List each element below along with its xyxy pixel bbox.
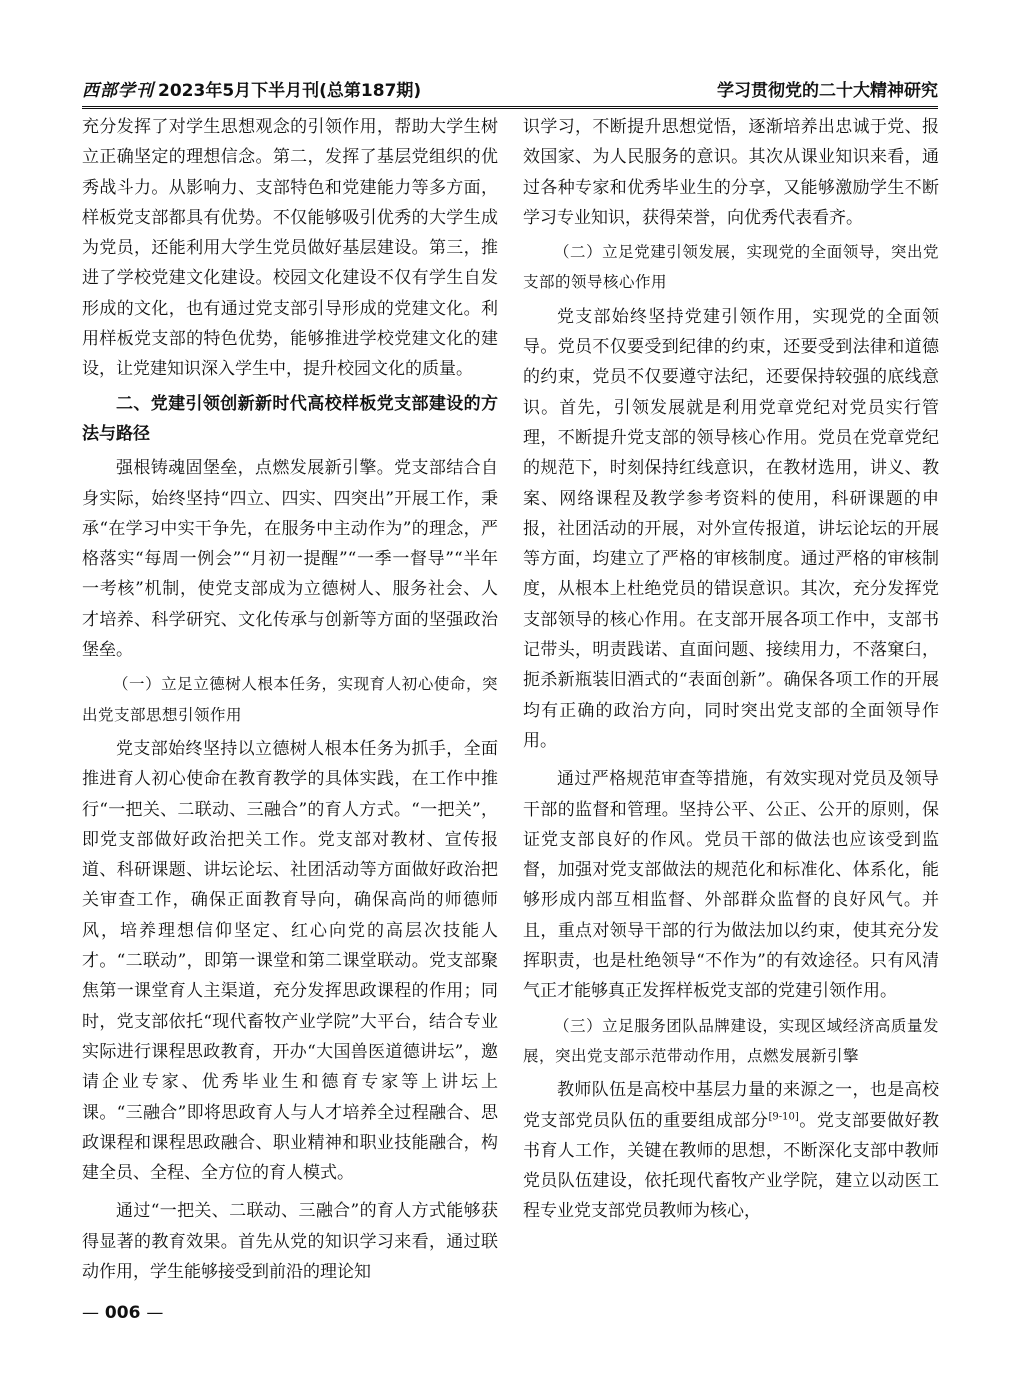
header-left bbox=[82, 76, 421, 101]
paragraph-text: 教师队伍是高校中基层力量的来源之一，也是高校党支部党员队伍的重要组成部分 bbox=[523, 1080, 939, 1131]
subsection-heading: （三）立足服务团队品牌建设，实现区域经济高质量发展，突出党支部示范带动作用，点燃发展新引擎 bbox=[523, 1016, 939, 1065]
running-header bbox=[82, 66, 938, 109]
paragraph: 党支部始终坚持以立德树人根本任务为抓手，全面推进育人初心使命在教育教学的具体实践，在工作中推行“一把关、二联动、三融合”的育人方式。“一把关”，即党支部做好政治把关工作。党支部对教材、宣传报道、科研课题、讲坛论坛、社团活动等方面做好政治把关审查工作，确保正面教育导向，确保高尚的师德师风，培养理想信仰坚定、红心向党的高层次技能人才。“二联动”，即第一课堂和第二课堂联动。党支部聚焦第一课堂育人主渠道，充分发挥思政课程的作用；同时，党支部依托“现代畜牧产业学院”大平台，结合专业实际进行课程思政教育，开办“大国兽医道德讲坛”，邀请企业专家、优秀毕业生和德育专家等上讲坛上课。“三融合”即将思政育人与人才培养全过程融合、思政课程和课程思政融合、职业精神和职业技能融合，构建全员、全程、全方位的育人模式。 bbox=[82, 738, 498, 1184]
paragraph: 强根铸魂固堡垒，点燃发展新引擎。党支部结合自身实际，始终坚持“四立、四实、四突出”开展工作，秉承“在学习中实干争先，在服务中主动作为”的理念，严格落实“每周一例会”“月初一提醒”“一季一督导”“半年一考核”机制，使党支部成为立德树人、服务社会、人才培养、科学研究、文化传承与创新等方面的坚强政治堡垒。 bbox=[82, 458, 498, 661]
section-heading: 二、党建引领创新新时代高校样板党支部建设的方法与路径 bbox=[82, 393, 498, 444]
subsection-heading: （二）立足党建引领发展，实现党的全面领导，突出党支部的领导核心作用 bbox=[523, 243, 939, 292]
left-column bbox=[82, 112, 498, 1287]
paragraph bbox=[523, 1075, 939, 1226]
footer-dash: — bbox=[82, 1303, 99, 1323]
journal-logo: 西部学刊 bbox=[82, 81, 154, 101]
subsection-heading: （一）立足立德树人根本任务，实现育人初心使命，突出党支部思想引领作用 bbox=[82, 675, 498, 724]
right-column bbox=[523, 112, 939, 1227]
paragraph: 通过“一把关、二联动、三融合”的育人方式能够获得显著的教育效果。首先从党的知识学习来看，通过联动作用，学生能够接受到前沿的理论知 bbox=[82, 1201, 498, 1282]
paragraph-text: 。党支部要做好教书育人工作，关键在教师的思想，不断深化支部中教师党员队伍建设，依托现代畜牧产业学院，建立以动医工程专业党支部党员教师为核心， bbox=[523, 1110, 940, 1222]
paragraph: 通过严格规范审查等措施，有效实现对党员及领导干部的监督和管理。坚持公平、公正、公开的原则，保证党支部良好的作风。党员干部的做法也应该受到监督，加强对党支部做法的规范化和标准化、体系化，能够形成内部互相监督、外部群众监督的良好风气。并且，重点对领导干部的行为做法加以约束，使其充分发挥职责，也是杜绝领导“不作为”的有效途径。只有风清气正才能够真正发挥样板党支部的党建引领作用。 bbox=[523, 769, 939, 1002]
footer-dash: — bbox=[146, 1303, 164, 1323]
paragraph: 识学习，不断提升思想觉悟，逐渐培养出忠诚于党、报效国家、为人民服务的意识。其次从课业知识来看，通过各种专家和优秀毕业生的分享，又能够激励学生不断学习专业知识，获得荣誉，向优秀代表看齐。 bbox=[523, 117, 939, 228]
page-number: 006 bbox=[104, 1303, 141, 1323]
section-title: 学习贯彻党的二十大精神研究 bbox=[717, 81, 938, 101]
citation: [9-10] bbox=[768, 1110, 799, 1122]
paragraph: 党支部始终坚持党建引领作用，实现党的全面领导。党员不仅要受到纪律的约束，还要受到法律和道德的约束，党员不仅要遵守法纪，还要保持较强的底线意识。首先，引领发展就是利用党章党纪对党员实行管理，不断提升党支部的领导核心作用。党员在党章党纪的规范下，时刻保持红线意识，在教材选用，讲义、教案、网络课程及教学参考资料的使用，科研课题的申报，社团活动的开展，对外宣传报道，讲坛论坛的开展等方面，均建立了严格的审核制度。通过严格的审核制度，从根本上杜绝党员的错误意识。其次，充分发挥党支部领导的核心作用。在支部开展各项工作中，支部书记带头，明责践诺、直面问题、接续用力，不落窠臼，扼杀新瓶装旧酒式的“表面创新”。确保各项工作的开展均有正确的政治方向，同时突出党支部的全面领导作用。 bbox=[523, 306, 939, 751]
page-footer bbox=[82, 1303, 212, 1323]
issue-info: 2023年5月下半月刊(总第187期) bbox=[158, 81, 422, 101]
paragraph: 充分发挥了对学生思想观念的引领作用，帮助大学生树立正确坚定的理想信念。第二，发挥了基层党组织的优秀战斗力。从影响力、支部特色和党建能力等多方面，样板党支部都具有优势。不仅能够吸引优秀的大学生成为党员，还能利用大学生党员做好基层建设。第三，推进了学校党建文化建设。校园文化建设不仅有学生自发形成的文化，也有通过党支部引导形成的党建文化。利用样板党支部的特色优势，能够推进学校党建文化的建设，让党建知识深入学生中，提升校园文化的质量。 bbox=[82, 117, 498, 380]
